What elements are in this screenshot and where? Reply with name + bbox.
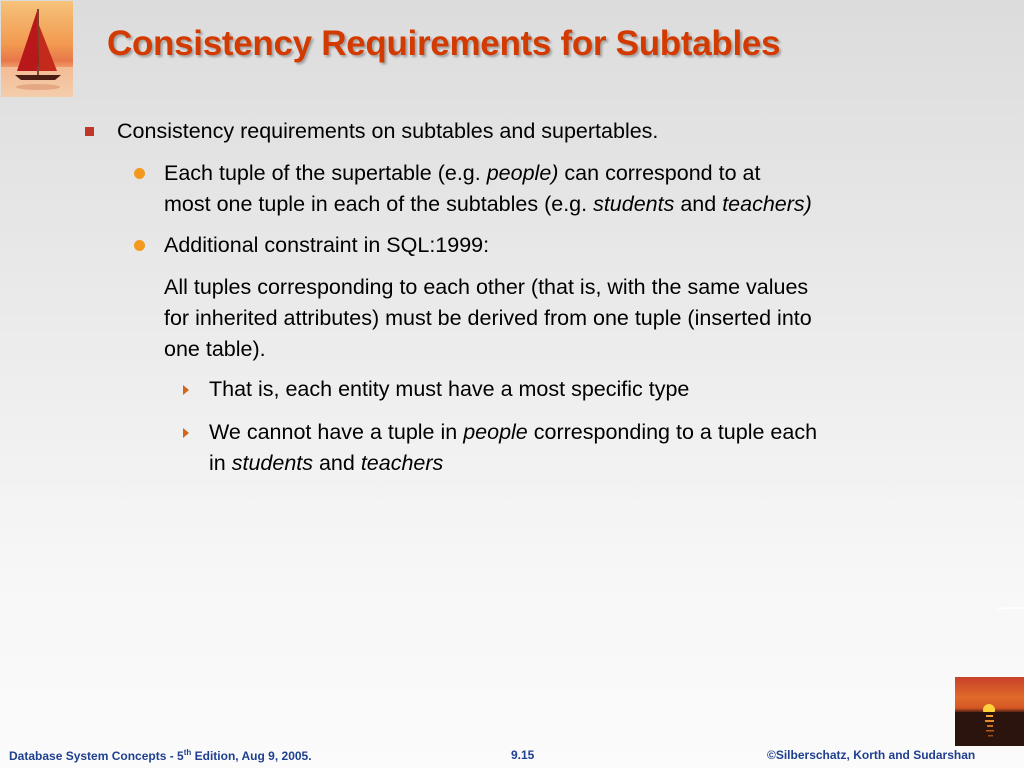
paragraph-line: one table). <box>164 337 266 361</box>
footer-page-number: 9.15 <box>511 748 535 762</box>
slide-title: Consistency Requirements for Subtables <box>107 24 781 63</box>
paragraph-line: All tuples corresponding to each other (that is, with the same values <box>164 275 809 299</box>
bullet-level2: Additional constraint in SQL:1999: <box>164 233 490 257</box>
dot-bullet-icon <box>134 168 145 179</box>
footer-copyright: ©Silberschatz, Korth and Sudarshan <box>767 748 976 762</box>
bullet-level2-line: Each tuple of the supertable (e.g. people) can correspond to at <box>164 161 761 185</box>
bullet-level3: That is, each entity must have a most specific type <box>209 377 690 401</box>
bullet-level3-line: We cannot have a tuple in people corresponding to a tuple each <box>209 420 818 444</box>
dot-bullet-icon <box>134 240 145 251</box>
bullet-level2-line: most one tuple in each of the subtables (e.g. students and teachers) <box>164 192 812 216</box>
bullet-level3-line: in students and teachers <box>209 451 444 475</box>
footer-left: Database System Concepts - 5th Edition, Aug 9, 2005. <box>9 748 312 763</box>
decorative-swoosh <box>996 607 1024 615</box>
bullet-level1: Consistency requirements on subtables and supertables. <box>117 119 659 143</box>
arrow-bullet-icon <box>183 385 189 395</box>
arrow-bullet-icon <box>183 428 189 438</box>
sunset-icon <box>955 677 1024 746</box>
paragraph-line: for inherited attributes) must be derived from one tuple (inserted into <box>164 306 812 330</box>
square-bullet-icon <box>85 127 94 136</box>
